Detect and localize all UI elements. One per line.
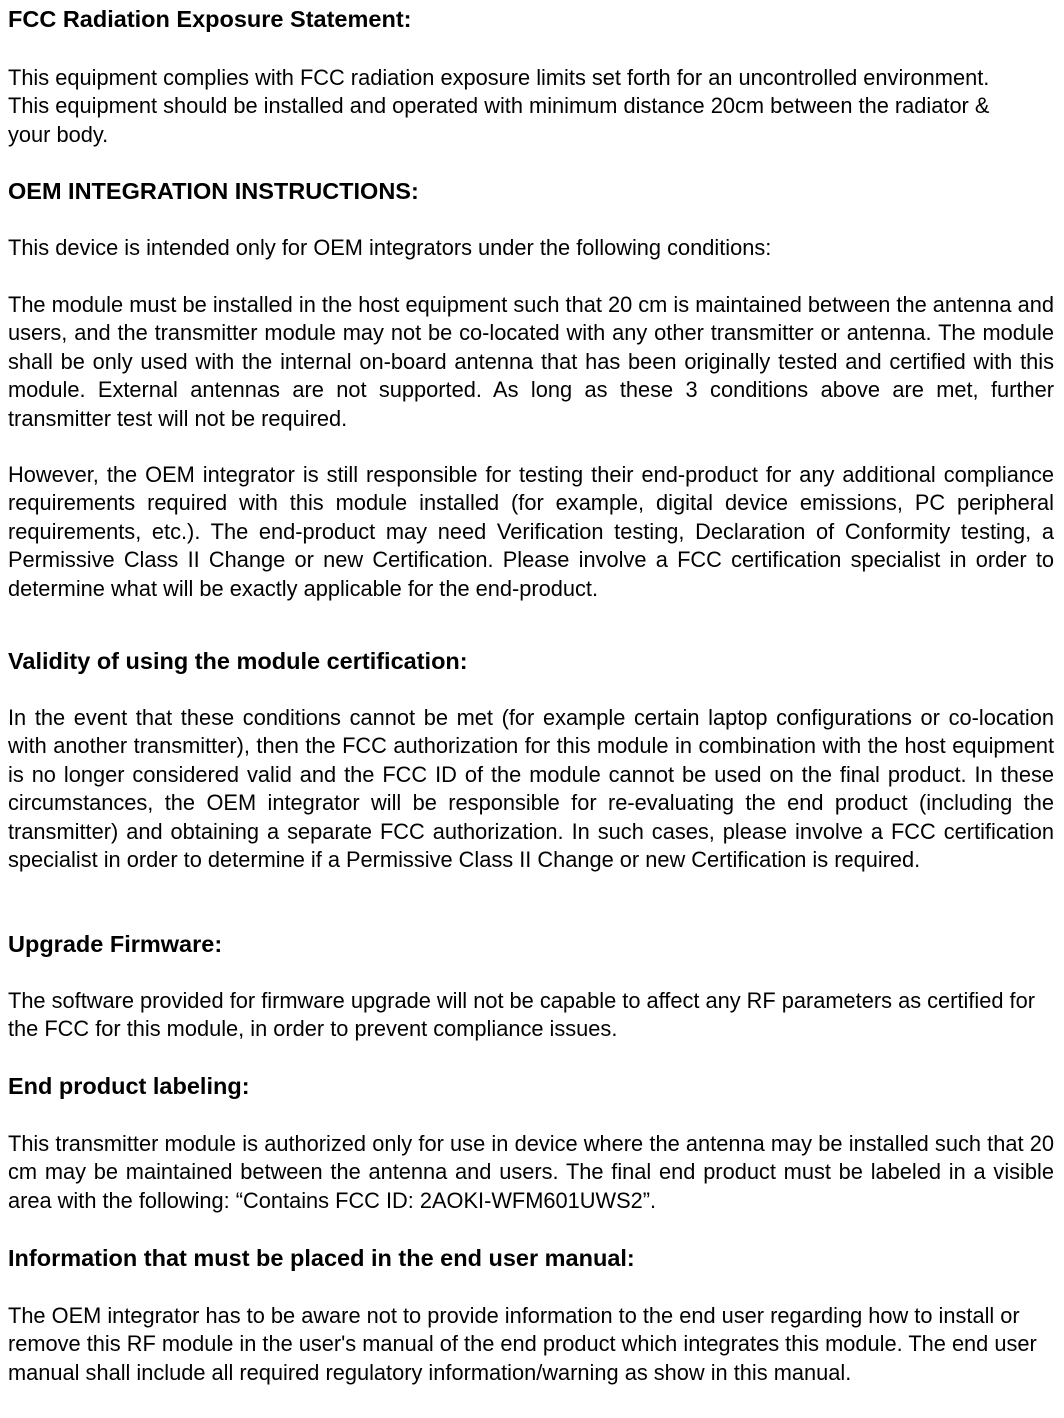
paragraph-oem-responsibility: However, the OEM integrator is still responsible for testing their end-product for any additional compliance requirements required with this module installed (for example, digital device emissions, PC peripheral requirements, etc.). The end-product may need Verification testing, Declaration of Conformity testing, a Permissive Class II Change or new Certification. Please involve a FCC certification specialist in order to determine what will be exactly applicable for the end-product. [8, 462, 1054, 601]
section-heading-fcc-radiation: FCC Radiation Exposure Statement: [8, 6, 412, 32]
paragraph-fcc-radiation: This equipment complies with FCC radiation exposure limits set forth for an uncontrolled environment. This equipment should be installed and operated with minimum distance 20cm between the radiator & your body. [8, 65, 990, 147]
section-heading-oem-integration: OEM INTEGRATION INSTRUCTIONS: [8, 178, 419, 204]
paragraph-end-product-labeling: This transmitter module is authorized only for use in device where the antenna may be installed such that 20 cm may be maintained between the antenna and users. The final end product must be labeled in a visible area with the following: “Contains FCC ID: 2AOKI-WFM601UWS2”. [8, 1131, 1054, 1213]
section-heading-validity: Validity of using the module certification: [8, 648, 468, 674]
paragraph-end-user-manual: The OEM integrator has to be aware not to provide information to the end user regarding how to install or remove this RF module in the user's manual of the end product which integrates this module. The end user manual shall include all required regulatory information/warning as show in this manual. [8, 1303, 1037, 1385]
section-heading-upgrade-firmware: Upgrade Firmware: [8, 931, 223, 957]
paragraph-oem-conditions: The module must be installed in the host equipment such that 20 cm is maintained between the antenna and users, and the transmitter module may not be co-located with any other transmitter or antenna. The module shall be only used with the internal on-board antenna that has been originally tested and certified with this module. External antennas are not supported. As long as these 3 conditions above are met, further transmitter test will not be required. [8, 292, 1054, 431]
section-heading-end-user-manual: Information that must be placed in the end user manual: [8, 1245, 635, 1271]
paragraph-oem-intro: This device is intended only for OEM integrators under the following conditions: [8, 235, 772, 260]
paragraph-validity: In the event that these conditions cannot be met (for example certain laptop configurations or co-location with another transmitter), then the FCC authorization for this module in combination with the host equipment is no longer considered valid and the FCC ID of the module cannot be used on the final product. In these circumstances, the OEM integrator will be responsible for re-evaluating the end product (including the transmitter) and obtaining a separate FCC authorization. In such cases, please involve a FCC certification specialist in order to determine if a Permissive Class II Change or new Certification is required. [8, 705, 1054, 873]
section-heading-end-product-labeling: End product labeling: [8, 1073, 250, 1099]
paragraph-upgrade-firmware: The software provided for firmware upgrade will not be capable to affect any RF parameters as certified for the FCC for this module, in order to prevent compliance issues. [8, 988, 1035, 1042]
